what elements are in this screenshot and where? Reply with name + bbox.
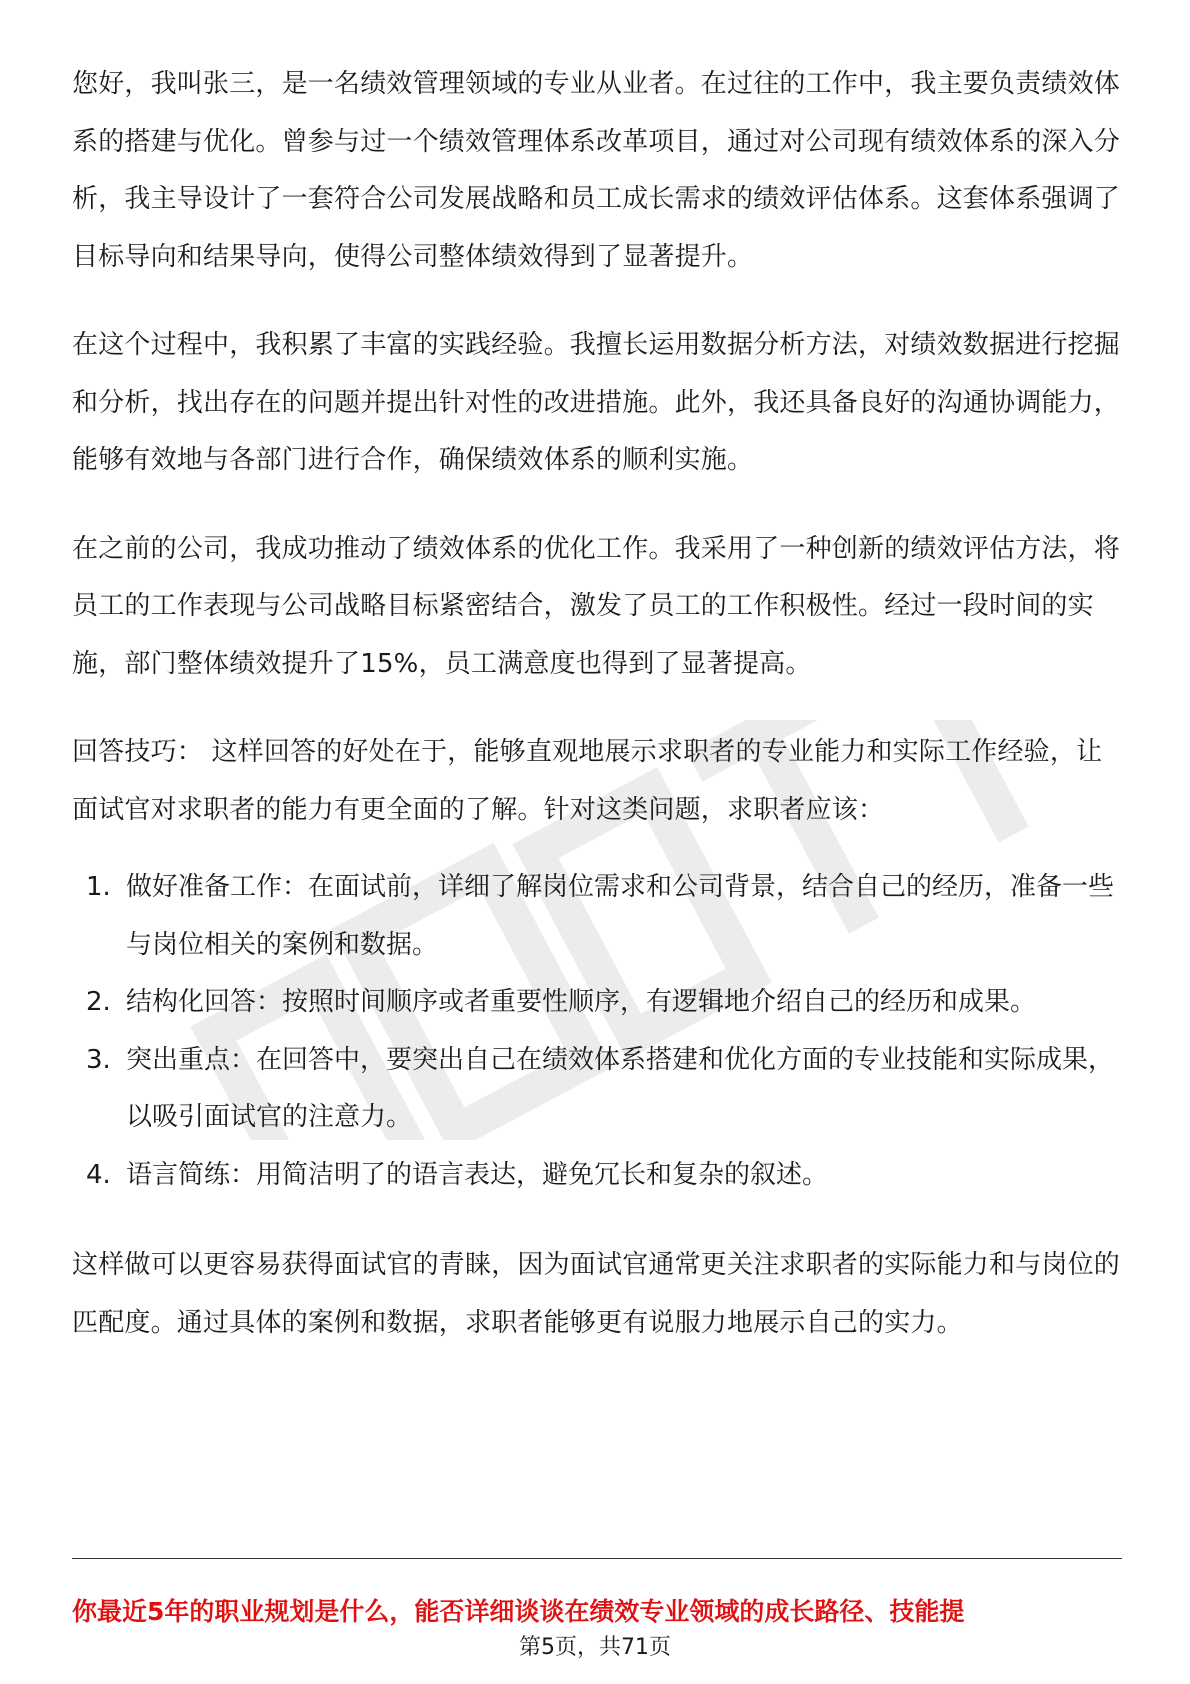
page-number: 第5页，共71页 xyxy=(519,1635,671,1660)
list-item-number: 2. xyxy=(86,987,111,1017)
paragraph-experience: 在这个过程中，我积累了丰富的实践经验。我擅长运用数据分析方法，对绩效数据进行挖掘和分析，找出存在的问题并提出针对性的改进措施。此外，我还具备良好的沟通协调能力，能够有效地与各部门进行合作，确保绩效体系的顺利实施。 xyxy=(72,330,1121,475)
paragraph-intro: 您好，我叫张三，是一名绩效管理领域的专业从业者。在过往的工作中，我主要负责绩效体系的搭建与优化。曾参与过一个绩效管理体系改革项目，通过对公司现有绩效体系的深入分析，我主导设计了一套符合公司发展战略和员工成长需求的绩效评估体系。这套体系强调了目标导向和结果导向，使得公司整体绩效得到了显著提升。 xyxy=(72,69,1121,272)
paragraph-closing: 这样做可以更容易获得面试官的青睐，因为面试官通常更关注求职者的实际能力和与岗位的匹配度。通过具体的案例和数据，求职者能够更有说服力地展示自己的实力。 xyxy=(72,1250,1121,1338)
list-item-number: 1. xyxy=(86,872,111,902)
list-item xyxy=(72,1147,1122,1205)
list-item-number: 3. xyxy=(86,1044,111,1075)
list-item xyxy=(72,1032,1122,1147)
document-body xyxy=(72,56,1122,1383)
list-item-text: 突出重点：在回答中，要突出自己在绩效体系搭建和优化方面的专业技能和实际成果，以吸引面试官的注意力。 xyxy=(126,1044,1115,1132)
paragraph-achievement: 在之前的公司，我成功推动了绩效体系的优化工作。我采用了一种创新的绩效评估方法，将员工的工作表现与公司战略目标紧密结合，激发了员工的工作积极性。经过一段时间的实施，部门整体绩效提升了15%，员工满意度也得到了显著提高。 xyxy=(72,533,1121,679)
list-item xyxy=(72,974,1122,1032)
list-item-text: 结构化回答：按照时间顺序或者重要性顺序，有逻辑地介绍自己的经历和成果。 xyxy=(126,987,1037,1017)
answer-tips-intro: 回答技巧： 这样回答的好处在于，能够直观地展示求职者的专业能力和实际工作经验，让面试官对求职者的能力有更全面的了解。针对这类问题，求职者应该： xyxy=(72,737,1103,825)
list-item-text: 语言简练：用简洁明了的语言表达，避免冗长和复杂的叙述。 xyxy=(126,1159,829,1190)
list-item xyxy=(72,859,1122,974)
next-question-heading: 你最近5年的职业规划是什么，能否详细谈谈在绩效专业领域的成长路径、技能提 xyxy=(72,1597,965,1626)
tips-list xyxy=(72,859,1122,1204)
list-item-text: 做好准备工作：在面试前，详细了解岗位需求和公司背景，结合自己的经历，准备一些与岗位相关的案例和数据。 xyxy=(126,872,1115,960)
list-item-number: 4. xyxy=(86,1159,111,1190)
section-divider xyxy=(72,1558,1122,1559)
